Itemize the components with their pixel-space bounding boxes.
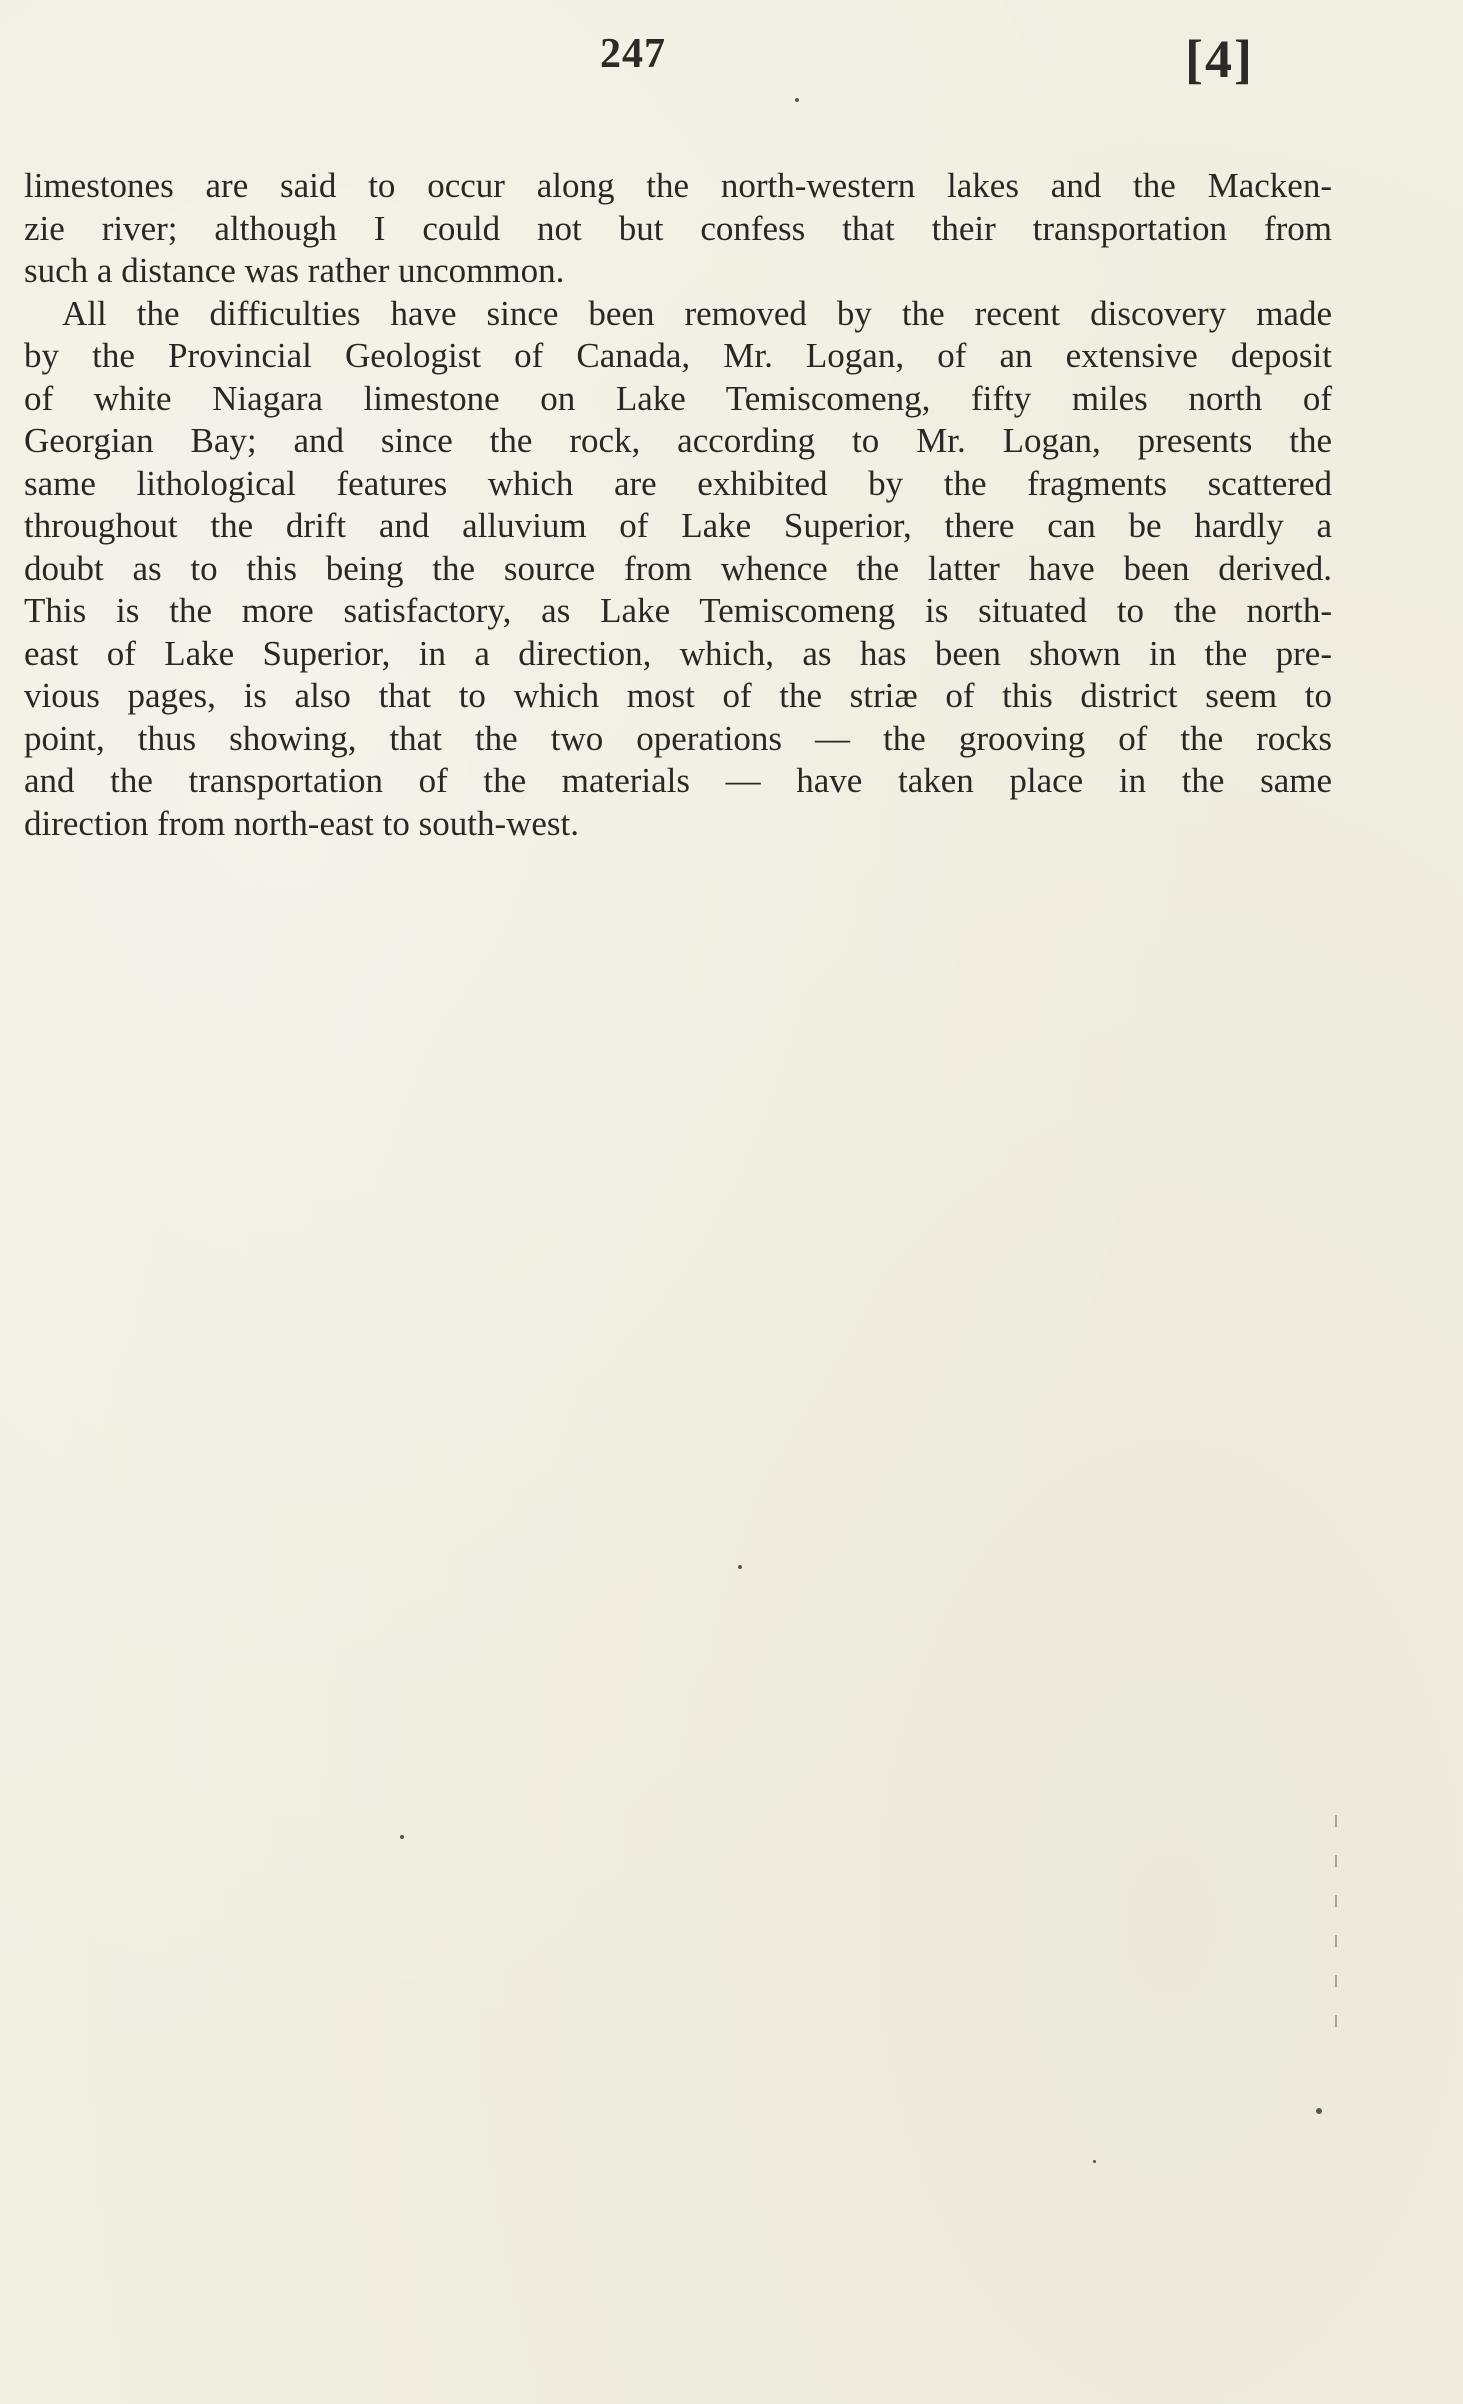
paper-speck xyxy=(1316,2108,1322,2114)
text-line: same lithological features which are exhibited by the fragments scattered xyxy=(24,463,1332,503)
text-line: zie river; although I could not but confess that their transportation from xyxy=(24,208,1332,248)
margin-marks xyxy=(1335,1815,1355,2035)
text-line: by the Provincial Geologist of Canada, Mr. Logan, of an extensive deposit xyxy=(24,336,1332,375)
text-line: such a distance was rather uncommon. xyxy=(24,251,565,290)
document-number: [4] xyxy=(1185,29,1254,89)
text-line: Georgian Bay; and since the rock, according to Mr. Logan, presents the xyxy=(24,421,1332,460)
paper-speck xyxy=(400,1835,404,1839)
paragraph-1 xyxy=(24,165,1332,293)
text-line: east of Lake Superior, in a direction, which, as has been shown in the pre- xyxy=(24,633,1332,673)
text-line: vious pages, is also that to which most of the striæ of this district seem to xyxy=(24,676,1332,715)
text-line: and the transportation of the materials — have taken place in the same xyxy=(24,761,1332,800)
text-line: of white Niagara limestone on Lake Temiscomeng, fifty miles north of xyxy=(24,378,1332,418)
text-line: direction from north-east to south-west. xyxy=(24,803,580,843)
text-line: All the difficulties have since been removed by the recent discovery made xyxy=(62,293,1332,333)
page-number: 247 xyxy=(600,31,666,77)
paper-speck xyxy=(795,98,799,102)
paper-speck xyxy=(1093,2160,1096,2163)
text-line: doubt as to this being the source from whence the latter have been derived. xyxy=(24,548,1332,588)
paper-speck xyxy=(738,1565,742,1569)
text-line: point, thus showing, that the two operations — the grooving of the rocks xyxy=(24,718,1332,758)
text-line: This is the more satisfactory, as Lake Temiscomeng is situated to the north- xyxy=(24,591,1332,630)
text-line: throughout the drift and alluvium of Lake Superior, there can be hardly a xyxy=(24,506,1332,545)
text-line: limestones are said to occur along the north-western lakes and the Macken- xyxy=(24,166,1332,205)
paragraph-2 xyxy=(24,293,1332,846)
body-text xyxy=(24,165,1332,845)
